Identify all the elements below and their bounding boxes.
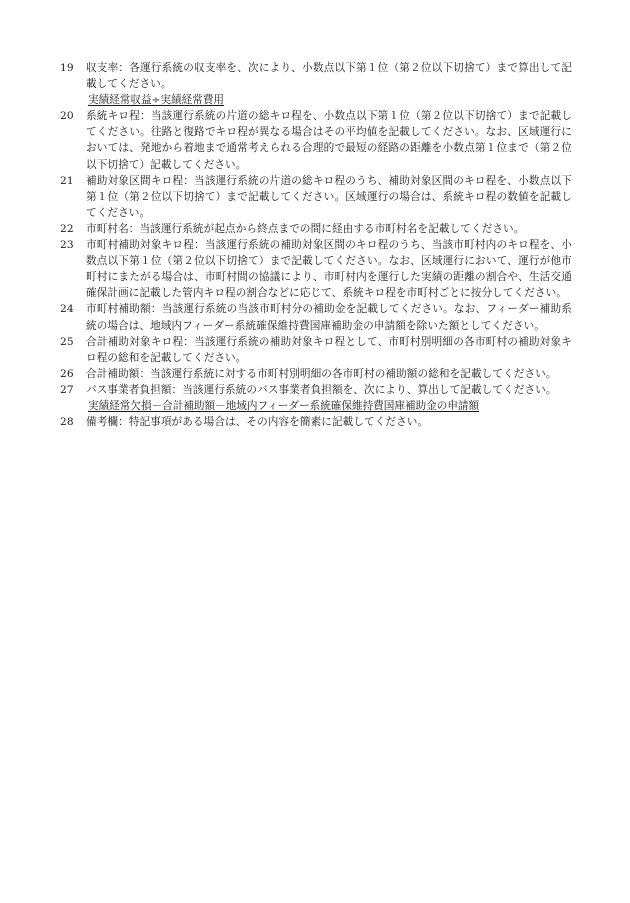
item-number: 27	[60, 383, 74, 396]
item-number: 24	[60, 303, 74, 316]
formula-operator-burden: 実績経常欠損－合計補助額－地域内フィーダー系統確保維持費国庫補助金の申請額	[88, 399, 480, 412]
item-number: 22	[60, 222, 74, 235]
item-number: 19	[60, 62, 74, 74]
list-item-21	[60, 173, 572, 221]
item-text: 系統キロ程：当該運行系統の片道の総キロ程を、小数点以下第１位（第２位以下切捨て）まで記載してください。往路と復路でキロ程が異なる場合はその平均値を記載してください。なお、区域運行においては、発地から着地まで通常考えられる合理的で最短の経路の距離を小数点第１位まで（第２位以下切捨て）記載してください。	[86, 110, 572, 171]
list-item-27	[60, 382, 572, 398]
list-item-28	[60, 414, 572, 430]
item-text: 合計補助額：当該運行系統に対する市町村別明細の各市町村の補助額の総和を記載してください。	[86, 367, 557, 380]
list-item-20	[60, 108, 572, 172]
formula-revenue-ratio: 実績経常収益÷実績経常費用	[88, 94, 225, 107]
item-text: 市町村名：当該運行系統が起点から終点までの間に経由する市町村名を記載してください。	[86, 222, 525, 235]
item-text: 市町村補助額：当該運行系統の当該市町村分の補助金を記載してください。なお、フィーダー補助系統の場合は、地域内フィーダー系統確保維持費国庫補助金の申請額を除いた額としてください。	[86, 303, 572, 332]
list-item-25	[60, 334, 572, 366]
list-item-24	[60, 301, 572, 333]
list-item-19	[60, 60, 572, 92]
item-number: 21	[60, 174, 74, 187]
item-number: 23	[60, 239, 74, 252]
item-number: 20	[60, 110, 74, 123]
item-number: 28	[60, 416, 74, 429]
item-number: 25	[60, 335, 74, 348]
item-text: 備考欄：特記事項がある場合は、その内容を簡素に記載してください。	[86, 416, 429, 429]
list-item-26	[60, 366, 572, 382]
list-item-22	[60, 221, 572, 237]
item-text: 収支率：各運行系統の収支率を、次により、小数点以下第１位（第２位以下切捨て）まで算出して記載してください。	[86, 62, 572, 91]
item-number: 26	[60, 367, 74, 380]
list-item-23	[60, 237, 572, 301]
item-text: 市町村補助対象キロ程：当該運行系統の補助対象区間のキロ程のうち、当該市町村内のキロ程を、小数点以下第１位（第２位以下切捨て）まで記載してください。なお、区域運行において、運行が他市町村にまたがる場合は、市町村間の協議により、市町村内を運行した実績の距離の割合や、生活交通確保計画に記載した管内キロ程の割合などに応じて、系統キロ程を市町村ごとに按分してください。	[86, 239, 572, 300]
item-text: 補助対象区間キロ程：当該運行系統の片道の総キロ程のうち、補助対象区間のキロ程を、小数点以下第１位（第２位以下切捨て）まで記載してください。区域運行の場合は、系統キロ程の数値を記載してください。	[86, 174, 572, 219]
document-page	[0, 60, 630, 430]
item-text: バス事業者負担額：当該運行系統のバス事業者負担額を、次により、算出して記載してください。	[86, 383, 557, 396]
item-text: 合計補助対象キロ程：当該運行系統の補助対象キロ程として、市町村別明細の各市町村の補助対象キロ程の総和を記載してください。	[86, 335, 572, 364]
